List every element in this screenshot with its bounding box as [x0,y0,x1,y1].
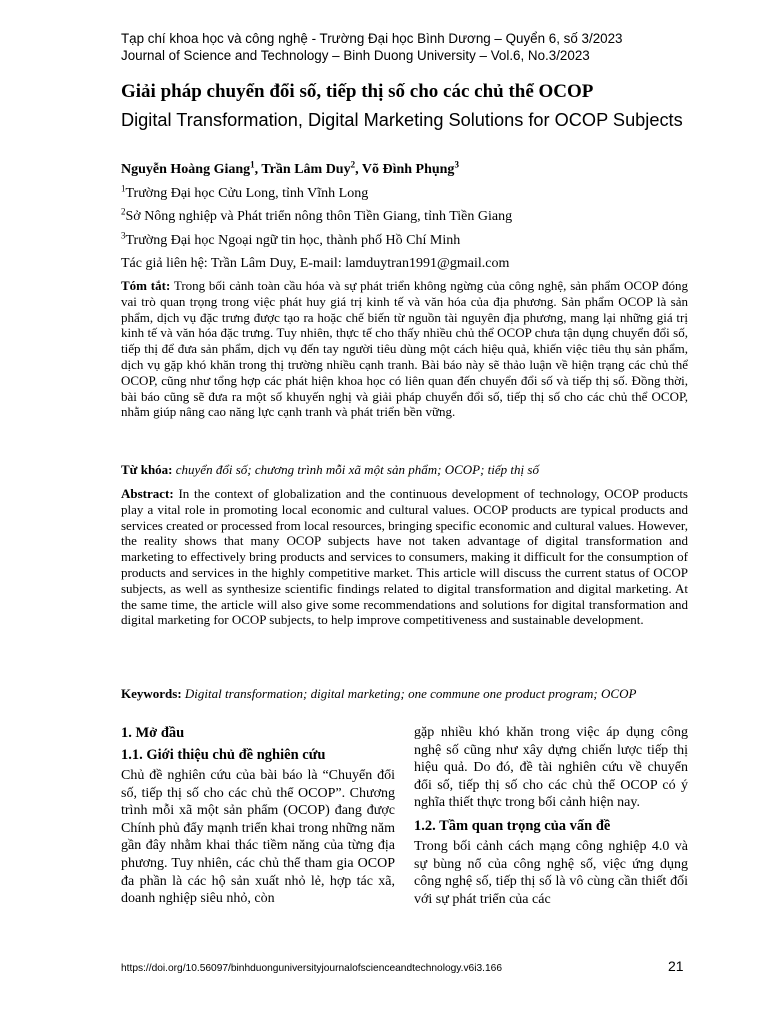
keywords-label: Từ khóa: [121,462,173,477]
section-heading: 1. Mở đầu [121,725,185,741]
journal-name-en: Journal of Science and Technology – Binh Duong University – Vol.6, No.3/2023 [121,48,590,63]
running-header [121,30,721,64]
affiliation-mark: 1 [121,183,126,194]
body-column-left [121,724,395,908]
body-paragraph: gặp nhiều khó khăn trong việc áp dụng công nghệ số cũng như xây dựng chiến lược tiếp thị hiệu quả. Do đó, đề tài nghiên cứu về chuyển đổi số, tiếp thị số cho các chủ thể OCOP có ý nghĩa thiết thực trong bối cảnh hiện nay. [414,725,688,811]
affiliation [121,185,721,203]
body-column-right [414,724,688,908]
affiliation-mark: 3 [121,230,126,241]
keywords-text: chuyển đổi số; chương trình mỗi xã một sản phẩm; OCOP; tiếp thị số [172,462,539,477]
affiliation-text: Trường Đại học Cửu Long, tỉnh Vĩnh Long [125,186,369,201]
subsection-heading: 1.1. Giới thiệu chủ đề nghiên cứu [121,747,326,763]
abstract-text: In the context of globalization and the continuous development of technology, OCOP products play a vital role in promoting local economic and cultural values. OCOP products are typical products and services created or processed from local resources, bringing specific economic and cultural values. However, the reality shows that many OCOP subjects have not taken advantage of digital transformation and marketing to effectively bring products and services to consumers, making it difficult for the consumption of products and services in the highly competitive market. This article will discuss the current status of OCOP subjects, as well as synthesize scientific findings related to digital transformation and digital marketing. At the same time, the article will also give some recommendations and solutions for digital transformation and digital marketing for OCOP subjects, to help improve competitiveness and sustainable development. [121,486,688,628]
author-name: Võ Đình Phụng [361,162,455,177]
affiliation-mark: 2 [121,206,126,217]
keywords-label: Keywords: [121,686,182,701]
keywords-text: Digital transformation; digital marketing; one commune one product program; OCOP [181,686,637,701]
author-affil-mark: 3 [454,159,459,170]
affiliation-text: Sở Nông nghiệp và Phát triển nông thôn Tiền Giang, tỉnh Tiền Giang [125,209,513,224]
title-vietnamese: Giải pháp chuyển đổi số, tiếp thị số cho các chủ thể OCOP [121,81,594,102]
abstract-label: Abstract: [121,486,174,501]
author-affil-mark: 1 [250,159,255,170]
title-english: Digital Transformation, Digital Marketing Solutions for OCOP Subjects [121,110,683,130]
author-separator: , [254,162,262,177]
body-paragraph: Chủ đề nghiên cứu của bài báo là “Chuyển đổi số, tiếp thị số cho các chủ thể OCOP”. Chương trình mỗi xã một sản phẩm (OCOP) đang được Chính phủ đẩy mạnh triển khai trong những năm gần đây nhằm khai thác tiềm năng của từng địa phương. Tuy nhiên, các chủ thể tham gia OCOP đa phần là các hộ sản xuất nhỏ lẻ, hợp tác xã, doanh nghiệp siêu nhỏ, còn [121,768,395,907]
abstract-text: Trong bối cảnh toàn cầu hóa và sự phát triển không ngừng của công nghệ, sản phẩm OCOP đóng vai trò quan trọng trong việc phát huy giá trị kinh tế và văn hóa của địa phương. Sản phẩm OCOP là sản phẩm, dịch vụ đặc trưng được tạo ra hoặc chế biến từ nguồn tài nguyên địa phương, mang lại những giá trị kinh tế và văn hóa đặc trưng. Tuy nhiên, thực tế cho thấy nhiều chủ thể OCOP chưa tận dụng chuyển đổi số, tiếp thị để đưa sản phẩm, dịch vụ đến tay người tiêu dùng một cách hiệu quả, khiến việc tiêu thụ sản phẩm, dịch vụ gặp khó khăn trong thị trường nhiều cạnh tranh. Bài báo này sẽ thảo luận về hiện trạng các chủ thể OCOP, cũng như tổng hợp các phát hiện khoa học có liên quan đến chuyển đổi số và tiếp thị số. Đồng thời, bài báo cũng sẽ đưa ra một số khuyến nghị và giải pháp chuyển đổi số, tiếp thị số cho các chủ thể OCOP, nhằm giúp nâng cao năng lực cạnh tranh và phát triển bền vững. [121,278,688,420]
journal-name-vi: Tạp chí khoa học và công nghệ - Trường Đại học Bình Dương – Quyển 6, số 3/2023 [121,31,623,46]
author-affil-mark: 2 [350,159,356,170]
author-separator: , [355,162,362,177]
author-name: Nguyễn Hoàng Giang [121,162,251,177]
abstract-vietnamese [121,278,688,420]
abstract-label: Tóm tắt: [121,278,171,293]
body-paragraph: Trong bối cảnh cách mạng công nghiệp 4.0 và sự bùng nổ của công nghệ số, việc ứng dụng công nghệ số, tiếp thị số là vô cùng cần thiết đối với sự phát triển của các [414,838,688,907]
affiliation-text: Trường Đại học Ngoại ngữ tin học, thành phố Hồ Chí Minh [125,233,461,248]
corresponding-author: Tác giả liên hệ: Trần Lâm Duy, E-mail: lamduytran1991@gmail.com [121,256,510,271]
author-list [121,161,721,179]
keywords-vietnamese [121,462,688,478]
author-name: Trần Lâm Duy [261,162,351,177]
page-number: 21 [668,958,684,974]
affiliation [121,208,721,226]
keywords-english [121,686,688,702]
affiliation [121,232,721,250]
subsection-heading: 1.2. Tầm quan trọng của vấn đề [414,817,611,834]
doi-link[interactable]: https://doi.org/10.56097/binhduonguniversityjournalofscienceandtechnology.v6i3.166 [121,963,502,974]
abstract-english [121,486,688,628]
